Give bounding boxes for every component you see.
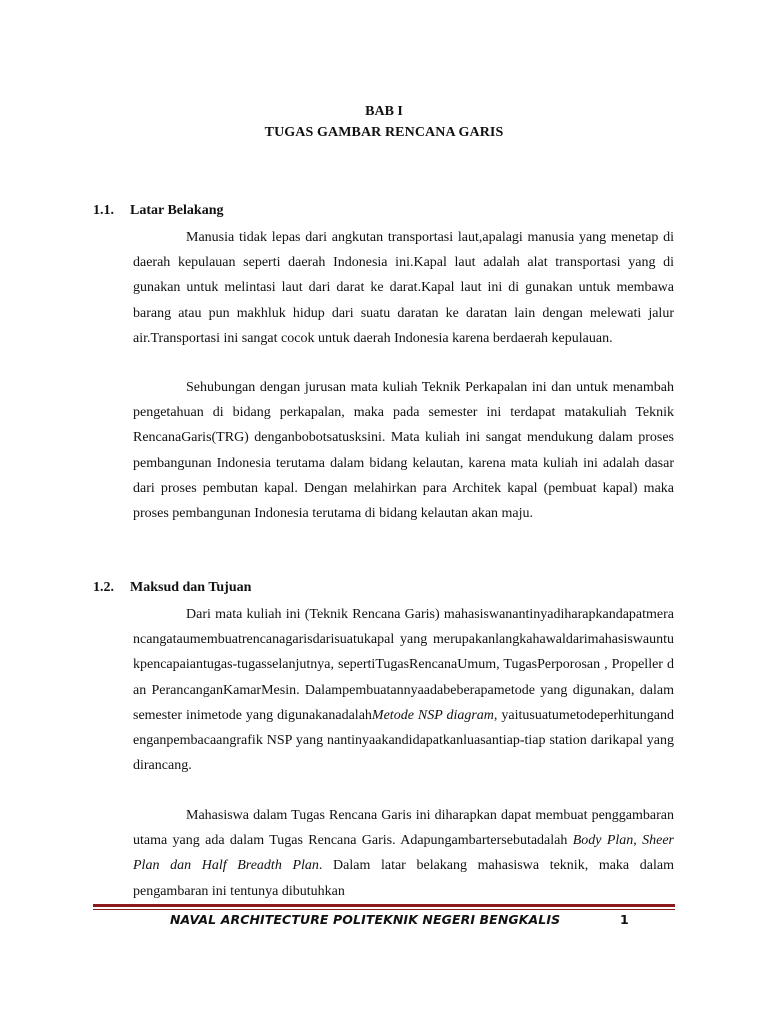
paragraph-latar-belakang-2: Sehubungan dengan jurusan mata kuliah Teknik Perkapalan ini dan untuk menambah pengetahuan di bidang perkapalan, maka pada semester ini terdapat matakuliah Teknik RencanaGaris(TRG) denganbobotsatusksini. Mata kuliah ini sangat mendukung dalam proses pembangunan Indonesia terutama dalam bidang kelautan, karena mata kuliah ini adalah dasar dari proses pembutan kapal. Dengan melahirkan para Architek kapal (pembuat kapal) maka proses pembangunan Indonesia terutama di bidang kelautan akan maju. (133, 380, 674, 522)
chapter-title: TUGAS GAMBAR RENCANA GARIS (264, 125, 504, 140)
paragraph-text: Mahasiswa dalam Tugas Rencana Garis ini diharapkan dapat membuat penggambaran utama yang ada dalam Tugas Rencana Garis. Adapungambartersebutadalah (133, 808, 674, 849)
page-number: 1 (620, 912, 629, 927)
chapter-label: BAB I (365, 104, 403, 119)
footer-text: NAVAL ARCHITECTURE POLITEKNIK NEGERI BENGKALIS (170, 912, 561, 927)
paragraph-text: , yaitusuatumetodeperhitungandenganpembacaangrafik NSP yang nantinyaakandidapatkanluasantiap-tiap station darikapal yang dirancang. (133, 707, 675, 774)
emphasis-text: Body Plan, Sheer Plan dan Half Breadth Plan (133, 833, 674, 874)
paragraph-text: . Dalam latar belakang mahasiswa teknik, maka dalam pengambaran ini tentunya dibutuhkan (133, 858, 674, 899)
section-heading-1-1 (93, 203, 223, 219)
section-title: Maksud dan Tujuan (130, 580, 252, 595)
section-number: 1.1. (93, 203, 114, 218)
section-title: Latar Belakang (130, 203, 224, 218)
emphasis-text: Metode NSP diagram (371, 707, 494, 723)
section-heading-1-2 (93, 580, 251, 596)
section-number: 1.2. (93, 580, 114, 595)
paragraph-maksud-2 (133, 803, 674, 904)
footer-rule-thin (93, 909, 675, 910)
paragraph-latar-belakang-1: Manusia tidak lepas dari angkutan transportasi laut,apalagi manusia yang menetap di daerah kepulauan seperti daerah Indonesia ini.Kapal laut adalah alat transportasi yang di gunakan untuk melintasi laut dari darat ke darat.Kapal laut ini di gunakan untuk membawa barang atau pun makhluk hidup dari suatu daratan ke daratan lain dengan melewati jalur air.Transportasi ini sangat cocok untuk daerah Indonesia karena berdaerah kepulauan. (133, 230, 674, 346)
footer-rule (93, 904, 675, 910)
footer-rule-thick (93, 904, 675, 907)
paragraph-text: Dari mata kuliah ini (Teknik Rencana Garis) mahasiswanantinyadiharapkandapatmerancangataumembuatrencanagarisdarisuatukapal yang merupakanlangkahawaldarimahasiswauntukpencapaiantugas-tugasselanjutnya, sepertiTugasRencanaUmum, TugasPerporosan , Propeller dan PerancanganKamarMesin. Dalampembuatannyaadabeberapametode yang digunakan, dalam semester inimetode yang digunakanadalah (133, 607, 674, 723)
paragraph-maksud-1 (133, 602, 674, 778)
